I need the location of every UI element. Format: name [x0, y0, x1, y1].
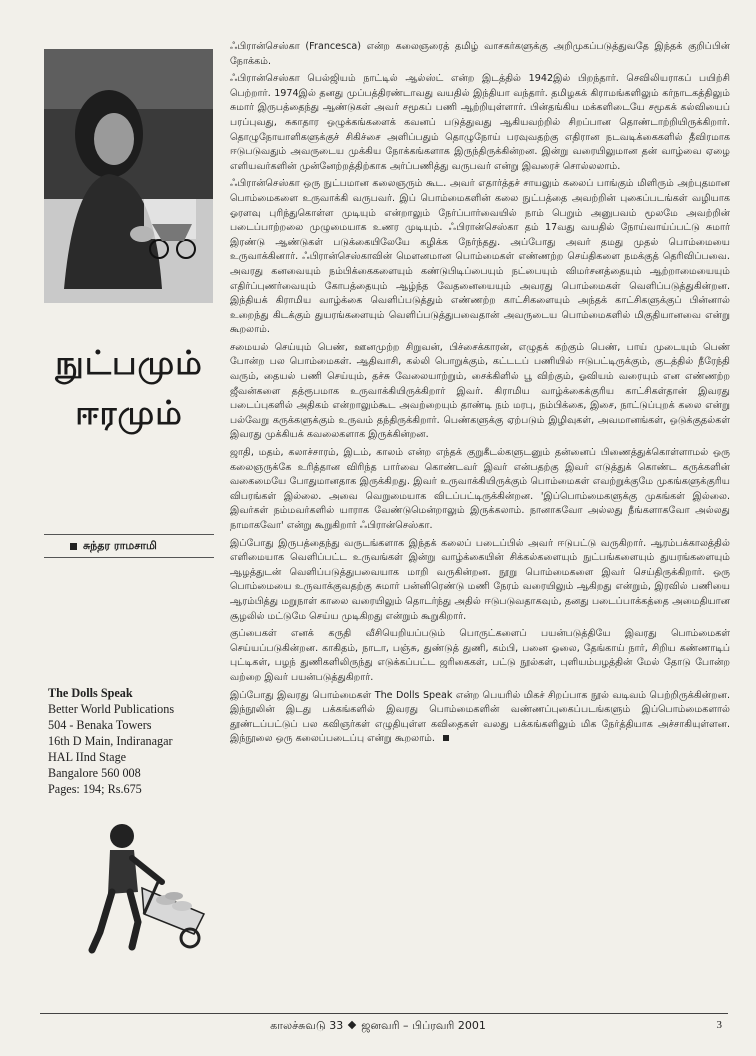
body-paragraph-8	[230, 689, 730, 747]
page-number: 3	[716, 1019, 722, 1031]
end-mark-icon	[443, 735, 449, 741]
book-info	[48, 685, 218, 797]
book-title: The Dolls Speak	[48, 686, 133, 700]
book-address-4: Bangalore 560 008	[48, 766, 141, 780]
footer-rule	[40, 1013, 728, 1014]
issue-date: ஜனவரி – பிப்ரவரி 2001	[361, 1019, 486, 1032]
body-paragraph-5: ஜாதி, மதம், கலாச்சாரம், இடம், காலம் என்ற எந்தக் குறுகீடல்களுடனும் தன்னைப் பிணைத்துக்கொள்ளாமல் ஒரு கலைஞருக்கே உரித்தான விரிந்த பார்வை கொண்டவர் இவர் என்பதற்கு இவர் எடுத்துக் கொண்ட கருக்களின் வகைமையே போதுமானதாக இருக்கிறது. இவர் உருவாக்கியிருக்கும் பொம்மைகள் எவற்றுக்குமே முகங்களுக்குரிய விபரங்கள் இல்லை. அவை வெறுமையாக விடப்பட்டிருக்கின்றன. 'இப்பொம்மைகளுக்கு முகங்கள் இல்லை. இவர்கள் நம்மவர்களில் யாராக வேண்டுமென்றாலும் இருக்கலாம். நானாகவோ அல்லது நீங்களாகவோ அல்லது நாமாகவோ' என்று கூறுகிறார் ஃபிரான்செஸ்கா.	[230, 447, 730, 531]
book-address-3: HAL IInd Stage	[48, 750, 127, 764]
diamond-separator-icon	[348, 1021, 356, 1029]
article-body	[230, 40, 730, 990]
page-footer	[0, 1019, 756, 1034]
body-paragraph-8-text: இப்போது இவரது பொம்மைகள் The Dolls Speak என்ற பெயரில் மிகச் சிறப்பாக நூல் வடிவம் பெற்றிருக்கின்றன. இந்நூலின் இடது பக்கங்களில் இவரது பொம்மைகளின் வண்ணப்புகைப்படங்களும் இப்பொம்மைகளால் தூண்டப்பட்டுப் பல கவிஞர்கள் எழுதியுள்ள கவிதைகள் வலது பக்கங்களிலும் மிக நேர்த்தியாக அச்சாகியுள்ளன. இந்நூலை ஒரு கலைப்படைப்பு என்று கூறலாம்.	[230, 689, 730, 745]
author-photo	[44, 49, 213, 303]
square-bullet-icon	[70, 543, 77, 550]
book-address-1: 504 - Benaka Towers	[48, 718, 152, 732]
book-pages-price: Pages: 194; Rs.675	[48, 782, 142, 796]
title-line-1: நுட்பமும்	[55, 343, 203, 382]
title-line-2: ஈரமும்	[75, 393, 183, 432]
body-paragraph-1: ஃபிரான்செஸ்கா (Francesca) என்ற கலைஞரைத் தமிழ் வாசகர்களுக்கு அறிமுகப்படுத்துவதே இந்தக் குறிப்பின் நோக்கம்.	[230, 41, 730, 67]
magazine-name: காலச்சுவடு 33	[270, 1019, 344, 1032]
body-paragraph-4: சமையல் செய்யும் பெண், ஊனமுற்ற சிறுவன், பிச்சைக்காரன், எழுதக் கற்கும் பெண், பாய் முடையும் பெண் போன்ற பல பொம்மைகள். ஆதிவாசி, கல்லி பொறுக்கும், கட்டடப் பணியில் ஈடுபட்டிருக்கும், குடத்தில் நீரேந்தி வரும், தையல் பணி செய்யும், தச்சு வேலையாற்றும், சைக்கிளில் பூ விற்கும், ஓவியம் வரையும் என எண்ணற்ற ஜீவன்களை தத்ரூபமாக உருவாக்கியிருக்கிறார் இவர். கிராமிய வாழ்க்கைக்குரிய காட்சிகள்தான் இவரது படைப்புகளில் அதிகம் என்றாலும்கூட அவற்றையும் தாண்டி நம் மரபு, நம்பிக்கை, இசை, நாட்டுப்புறக் கலை என்று பல்வேறு கருக்களுக்கும் உருவம் தந்திருக்கிறார். பெண்களுக்கு ஏற்படும் இழிவுகள், அவமானங்கள், ஒடுக்குதல்கள் இவரது முக்கியக் கவலைகளாக இருக்கின்றன.	[230, 341, 730, 441]
book-address-2: 16th D Main, Indiranagar	[48, 734, 173, 748]
body-paragraph-7: குப்பைகள் எனக் கருதி வீசியெறியப்படும் பொருட்களைப் பயன்படுத்தியே இவரது பொம்மைகள் செய்யப்படுகின்றன. காகிதம், நாடா, பஞ்சு, துண்டுத் துணி, கம்பி, பனை ஓலை, தேங்காய் நார், சிறிய கண்ணாடிப் புட்டிகள், பழந் துணிகளிலிருந்து எடுக்கப்பட்ட ஜரிகைகள், பட்டு நூல்கள், புளியம்பழத்தின் மேல் தோடு போன்ற வற்றை இவர் பயன்படுத்துகிறார்.	[230, 628, 730, 683]
article-title	[44, 338, 214, 438]
author-byline	[44, 534, 214, 558]
wheelbarrow-illustration	[72, 822, 212, 957]
body-paragraph-2: ஃபிரான்செஸ்கா பெல்ஜியம் நாட்டில் ஆல்ஸ்ட் என்ற இடத்தில் 1942இல் பிறந்தார். செவிலியராகப் பயிற்சி பெற்றார். 1974இல் தனது முப்பத்திரண்டாவது வயதில் இந்தியா வந்தார். தமிழகக் கிராமங்களிலும் கர்நாடகத்திலும் சுமார் இருபத்தைந்து ஆண்டுகள் அவர் சமூகப் பணி ஆற்றியுள்ளார். பின்தங்கிய மக்களிடையே சமூகக் கல்வியைப் பரப்புவது, சுகாதார ஒழுக்கங்களைக் கவனப் படுத்துவது ஆகியவற்றில் சிறப்பான தொண்டாற்றியிருக்கிறார். தொழுநோயாளிகளுக்குச் சிகிச்சை அளிப்பதும் தொழுநோய் பரவுவதற்கு எதிரான நடவடிக்கைகளில் தீவிரமாக ஈடுபடுவதும் அவருடைய முக்கிய நோக்கங்களாக இருந்திருக்கின்றன. இன்று வரையிலுமான தன் வாழ்வை ஏழை எளியவர்களின் முன்னேற்றத்திற்காக அர்ப்பணித்து வருபவர் என்று இவரைச் சொல்லலாம்.	[230, 73, 730, 172]
author-name: சுந்தர ராமசாமி	[83, 538, 157, 552]
body-paragraph-6: இப்போது இருபத்தைந்து வருடங்களாக இந்தக் கலைப் படைப்பில் அவர் ஈடுபட்டு வருகிறார். ஆரம்பக்காலத்தில் எளிமையாக வெளிப்பட்ட உருவங்கள் இன்று வாழ்க்கையின் சிக்கல்களையும் நுட்பங்களையும் துயரங்களையும் ஆழத்துடன் வெளிப்படுத்துபவையாக மாறி வருகின்றன. நூறு பொம்மைகளை இவர் செய்திருக்கிறார். ஒரு பொம்மையை உருவாக்குவதற்கு சுமார் பன்னிரெண்டு மணி நேரம் வரையிலும் ஆகிறது என்றும், இரவில் பணியை ஆரம்பித்து மறுநாள் காலை வரையிலும் தொடர்ந்து அதில் ஈடுபடுவதாகவும், தனது படைப்பாக்கத்தை அமைதியான சூழலில் மட்டுமே செய்ய முடிகிறது என்றும் கூறுகிறார்.	[230, 537, 730, 622]
book-publisher: Better World Publications	[48, 702, 175, 716]
body-paragraph-3: ஃபிரான்செஸ்கா ஒரு நுட்பமான கலைஞரும் கூட. அவர் எதார்த்தச் சாயலும் கலைப் பாங்கும் மிளிரும் அற்புதமான பொம்மைகளை உருவாக்கி வருபவர். இப் பொம்மைகளின் கலை நுட்பத்தை அவற்றின் புகைப்படங்கள் வழியாக ஓரளவு புரிந்துகொள்ள முடியும் என்றாலும் நேர்ப்பார்வையில் நாம் பெறும் அனுபவம் மூலமே அவற்றின் படைப்பாற்றலை முழுமையாக உணர முடியும். ஃபிரான்செஸ்கா தம் 17வது வயதில் நோய்வாய்ப்பட்டு சுமார் இரண்டு ஆண்டுகள் படுக்கையிலேயே கழிக்க நேர்ந்தது. அப்போது அவர் தமது முதல் பொம்மையை உருவாக்கினார். ஃபிரான்செஸ்காவின் மௌனமான பொம்மைகள் எண்ணற்ற செய்திகளை நமக்குத் தெரிவிப்பவை. அவரது கனவையும் நம்பிக்கைகளையும் கண்டுபிடிப்பையும் நட்பையும் விமர்சனத்தையும் ஆற்றாமையையும் எதிர்ப்புணர்வையும் கோபத்தையும் ஆழ்ந்த வேதனையையும் அவரது பொம்மைகள் வெளிப்படுத்துகின்றன. இந்தியக் கிராமிய வாழ்க்கை வெளிப்படுத்தும் எண்ணற்ற காட்சிகளையும் அந்தக் காட்சிகளுக்குப் பின்னால் உறைந்து கிடக்கும் துயரங்களையும் வெளிப்படுத்துபவைதான் அவருடைய பொம்மைகளில் மிகுதியானவை என்று கூறலாம்.	[230, 178, 730, 336]
